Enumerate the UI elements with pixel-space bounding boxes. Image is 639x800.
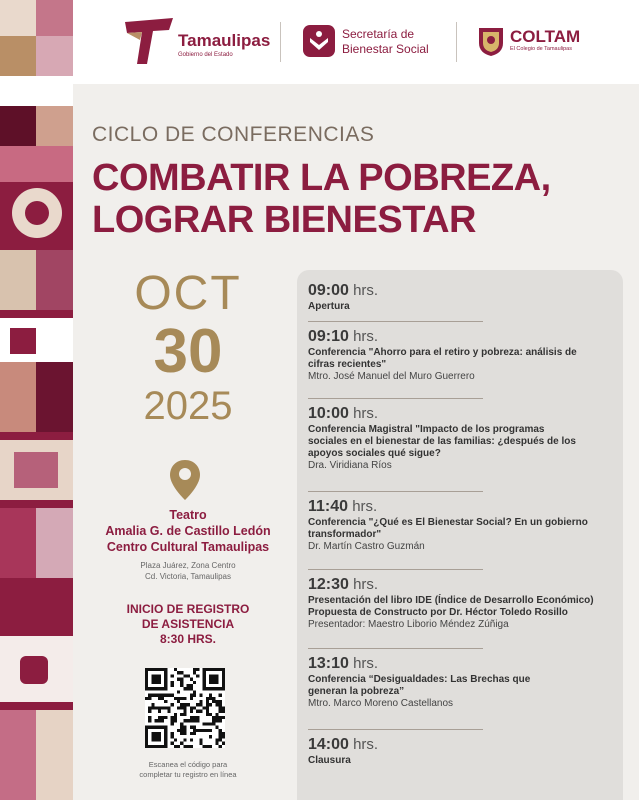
- bienestar-logo-line2: Bienestar Social: [342, 42, 429, 56]
- pattern-block: [0, 250, 36, 310]
- agenda-description-line: Conferencia "¿Qué es El Bienestar Social? En un gobierno: [308, 517, 588, 528]
- agenda-item: [308, 576, 618, 631]
- bienestar-logo-text: [342, 27, 429, 57]
- agenda-description-line: generan la pobreza”: [308, 686, 405, 697]
- agenda-item: [308, 655, 618, 710]
- venue: [88, 507, 288, 555]
- pattern-block: [0, 76, 73, 106]
- agenda-time-value: 11:40: [308, 498, 349, 515]
- tamaulipas-logo-icon: [123, 16, 175, 66]
- agenda-description-line: Conferencia "Ahorro para el retiro y pobreza: análisis de: [308, 347, 577, 358]
- agenda-item: [308, 736, 618, 767]
- registration-time: 8:30 HRS.: [159, 632, 217, 646]
- agenda-divider: [308, 491, 483, 492]
- agenda-description: [308, 301, 618, 313]
- event-title: [92, 157, 551, 241]
- agenda-time-unit: hrs.: [348, 576, 379, 593]
- agenda-description-line: cifras recientes": [308, 359, 387, 370]
- pattern-block: [14, 452, 58, 488]
- agenda-time: [308, 736, 618, 754]
- agenda-divider: [308, 569, 483, 570]
- pattern-circle: [25, 201, 49, 225]
- agenda-description: [308, 595, 618, 619]
- pattern-block: [36, 0, 73, 36]
- agenda-item: [308, 328, 618, 383]
- agenda-description: [308, 517, 618, 541]
- coltam-shield-icon: [477, 25, 505, 57]
- agenda-speaker: Mtro. José Manuel del Muro Guerrero: [308, 371, 475, 382]
- agenda-time: [308, 498, 618, 516]
- bienestar-logo-line1: Secretaría de: [342, 27, 415, 41]
- agenda-divider: [308, 648, 483, 649]
- pattern-block: [0, 508, 36, 578]
- agenda-description: [308, 674, 618, 698]
- agenda-time-value: 13:10: [308, 655, 349, 672]
- agenda-description-line: transformador": [308, 529, 382, 540]
- agenda-time: [308, 282, 618, 300]
- pattern-block: [36, 106, 73, 146]
- pattern-block: [10, 328, 36, 354]
- pattern-block: [36, 710, 73, 800]
- pattern-block: [0, 106, 36, 146]
- agenda-description-line: Clausura: [308, 755, 351, 766]
- agenda-time: [308, 405, 618, 423]
- agenda-time-unit: hrs.: [348, 736, 379, 753]
- agenda-time-unit: hrs.: [348, 282, 379, 299]
- venue-line1: Teatro: [169, 508, 207, 522]
- address-line1: Plaza Juárez, Zona Centro: [140, 561, 236, 570]
- agenda-description: [308, 755, 618, 767]
- agenda-time-unit: hrs.: [348, 498, 378, 515]
- qr-caption: [88, 760, 288, 780]
- address-line2: Cd. Victoria, Tamaulipas: [145, 572, 231, 581]
- location-pin-icon: [168, 458, 202, 502]
- venue-line3: Centro Cultural Tamaulipas: [106, 540, 270, 554]
- agenda-time-value: 12:30: [308, 576, 349, 593]
- agenda-item: [308, 405, 618, 472]
- venue-line2: Amalia G. de Castillo Ledón: [105, 524, 271, 538]
- agenda-time-value: 14:00: [308, 736, 349, 753]
- tamaulipas-logo-text: Tamaulipas: [178, 31, 271, 50]
- agenda-speaker: Mtro. Marco Moreno Castellanos: [308, 698, 454, 709]
- agenda-speaker: Presentador: Maestro Liborio Méndez Zúñiga: [308, 619, 509, 630]
- agenda-time: [308, 576, 618, 594]
- agenda-item: [308, 498, 618, 553]
- date-year: 2025: [143, 384, 233, 428]
- date-month: OCT: [134, 267, 242, 320]
- agenda-panel: [297, 270, 623, 800]
- pattern-block: [0, 710, 36, 800]
- agenda-description: [308, 424, 618, 460]
- pattern-block: [36, 508, 73, 578]
- pattern-block: [20, 656, 48, 684]
- pattern-block: [36, 36, 73, 76]
- qr-caption-line1: Escanea el código para: [148, 760, 228, 769]
- qr-caption-line2: completar tu registro en línea: [139, 770, 237, 779]
- agenda-time-unit: hrs.: [348, 405, 379, 422]
- registration-line1: INICIO DE REGISTRO: [126, 602, 250, 616]
- agenda-description-line: sociales en el bienestar de las familias: ¿después de los: [308, 436, 576, 447]
- coltam-logo-text: COLTAM: [510, 27, 581, 46]
- agenda-speaker: Dr. Martín Castro Guzmán: [308, 541, 425, 552]
- agenda-time: [308, 328, 618, 346]
- venue-address: [88, 560, 288, 582]
- agenda-description-line: Apertura: [308, 301, 350, 312]
- agenda-description-line: Conferencia “Desigualdades: Las Brechas que: [308, 674, 531, 685]
- pattern-block: [36, 250, 73, 310]
- event-date: [88, 267, 288, 428]
- date-day: 30: [153, 317, 223, 386]
- tamaulipas-logo-subtitle: Gobierno del Estado: [178, 52, 233, 58]
- agenda-time-unit: hrs.: [348, 328, 379, 345]
- agenda-time-value: 09:10: [308, 328, 349, 345]
- agenda-description-line: apoyos sociales qué sigue?: [308, 448, 441, 459]
- registration-qr-code[interactable]: [145, 668, 225, 748]
- coltam-logo-subtitle: El Colegio de Tamaulipas: [510, 46, 572, 52]
- decorative-pattern-strip: [0, 0, 73, 800]
- pattern-block: [0, 36, 36, 76]
- agenda-divider: [308, 398, 483, 399]
- registration-line2: DE ASISTENCIA: [141, 617, 235, 631]
- pattern-block: [0, 0, 36, 36]
- agenda-description-line: Propuesta de Constructo por Dr. Héctor Toledo Rosillo: [308, 607, 568, 618]
- agenda-item: [308, 282, 618, 313]
- agenda-time-value: 10:00: [308, 405, 349, 422]
- logo-separator: [280, 22, 281, 62]
- pattern-block: [0, 586, 73, 626]
- event-title-line2: LOGRAR BIENESTAR: [92, 199, 476, 241]
- agenda-time: [308, 655, 618, 673]
- bienestar-logo-icon: [303, 25, 335, 57]
- agenda-divider: [308, 321, 483, 322]
- agenda-speaker: Dra. Viridiana Ríos: [308, 460, 392, 471]
- registration-start: [88, 602, 288, 647]
- agenda-description-line: Conferencia Magistral "Impacto de los programas: [308, 424, 545, 435]
- event-kicker: CICLO DE CONFERENCIAS: [92, 123, 375, 146]
- pattern-block: [0, 362, 36, 432]
- logo-separator: [456, 22, 457, 62]
- pattern-block: [36, 362, 73, 432]
- event-title-line1: COMBATIR LA POBREZA,: [92, 157, 551, 199]
- pattern-block: [0, 146, 73, 182]
- agenda-description: [308, 347, 618, 371]
- agenda-description-line: Presentación del libro IDE (Índice de Desarrollo Económico): [308, 595, 594, 606]
- agenda-time-value: 09:00: [308, 282, 349, 299]
- agenda-time-unit: hrs.: [348, 655, 379, 672]
- agenda-divider: [308, 729, 483, 730]
